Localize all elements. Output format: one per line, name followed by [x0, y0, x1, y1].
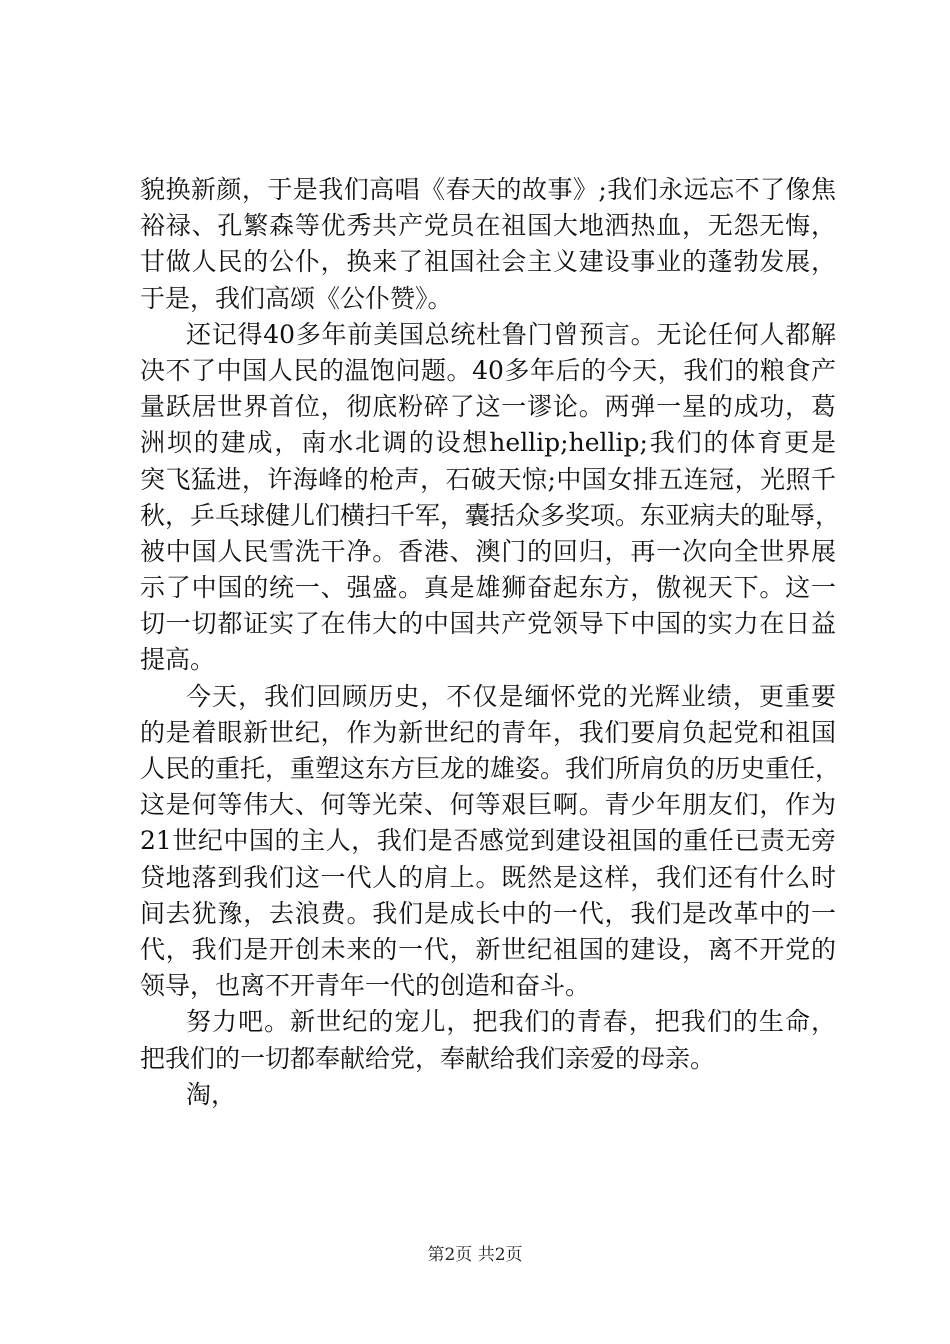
- text-line: 切一切都证实了在伟大的中国共产党领导下中国的实力在日益: [140, 609, 836, 639]
- text-line: 秋，乒乓球健儿们横扫千军，囊括众多奖项。东亚病夫的耻辱，: [140, 500, 841, 530]
- text-line: 贷地落到我们这一代人的肩上。既然是这样，我们还有什么时: [140, 862, 836, 892]
- text-line: 提高。: [140, 645, 216, 675]
- text-line: 人民的重托，重塑这东方巨龙的雄姿。我们所肩负的历史重任，: [140, 754, 841, 783]
- paragraph: [140, 1004, 836, 1076]
- text-line: 突飞猛进，许海峰的枪声，石破天惊;中国女排五连冠，光照千: [140, 464, 836, 494]
- text-line: 把我们的一切都奉献给党，奉献给我们亲爱的母亲。: [140, 1043, 716, 1073]
- paragraph: [140, 679, 841, 1005]
- text-line: 被中国人民雪洗干净。香港、澳门的回归，再一次向全世界展: [140, 536, 836, 566]
- text-line: 量跃居世界首位，彻底粉碎了这一谬论。两弹一星的成功，葛: [140, 392, 836, 422]
- text-line: 今天，我们回顾历史，不仅是缅怀党的光辉业绩，更重要: [186, 681, 836, 711]
- text-line: 代，我们是开创未来的一代，新世纪祖国的建设，离不开党的: [140, 934, 836, 964]
- text-line: 于是，我们高颂《公仆赞》。: [140, 283, 453, 313]
- text-line: 貌换新颜，于是我们高唱《春天的故事》;我们永远忘不了像焦: [140, 175, 836, 204]
- text-line: 淘，: [186, 1079, 237, 1109]
- paragraph: [140, 1077, 836, 1113]
- paragraph: [140, 172, 836, 317]
- text-line: 间去犹豫，去浪费。我们是成长中的一代，我们是改革中的一: [140, 898, 836, 928]
- text-line: 示了中国的统一、强盛。真是雄狮奋起东方，傲视天下。这一: [140, 573, 836, 603]
- paragraph: [140, 317, 841, 679]
- text-line: 这是何等伟大、何等光荣、何等艰巨啊。青少年朋友们，作为: [140, 790, 836, 820]
- page-number-footer: 第2页 共2页: [427, 1245, 523, 1265]
- text-line: 还记得40多年前美国总统杜鲁门曾预言。无论任何人都解: [186, 319, 836, 349]
- text-line: 决不了中国人民的温饱问题。40多年后的今天，我们的粮食产: [140, 355, 836, 385]
- text-line: 裕禄、孔繁森等优秀共产党员在祖国大地洒热血，无怨无悔，: [140, 211, 836, 241]
- document-body: [140, 172, 841, 1113]
- text-line: 洲坝的建成，南水北调的设想hellip;hellip;我们的体育更是: [140, 428, 836, 458]
- text-line: 努力吧。新世纪的宠儿，把我们的青春，把我们的生命，: [186, 1007, 836, 1037]
- text-line: 21世纪中国的主人，我们是否感觉到建设祖国的重任已责无旁: [140, 826, 836, 856]
- text-line: 领导，也离不开青年一代的创造和奋斗。: [140, 971, 591, 1001]
- text-line: 的是着眼新世纪，作为新世纪的青年，我们要肩负起党和祖国: [140, 717, 836, 747]
- text-line: 甘做人民的公仆，换来了祖国社会主义建设事业的蓬勃发展，: [140, 247, 836, 277]
